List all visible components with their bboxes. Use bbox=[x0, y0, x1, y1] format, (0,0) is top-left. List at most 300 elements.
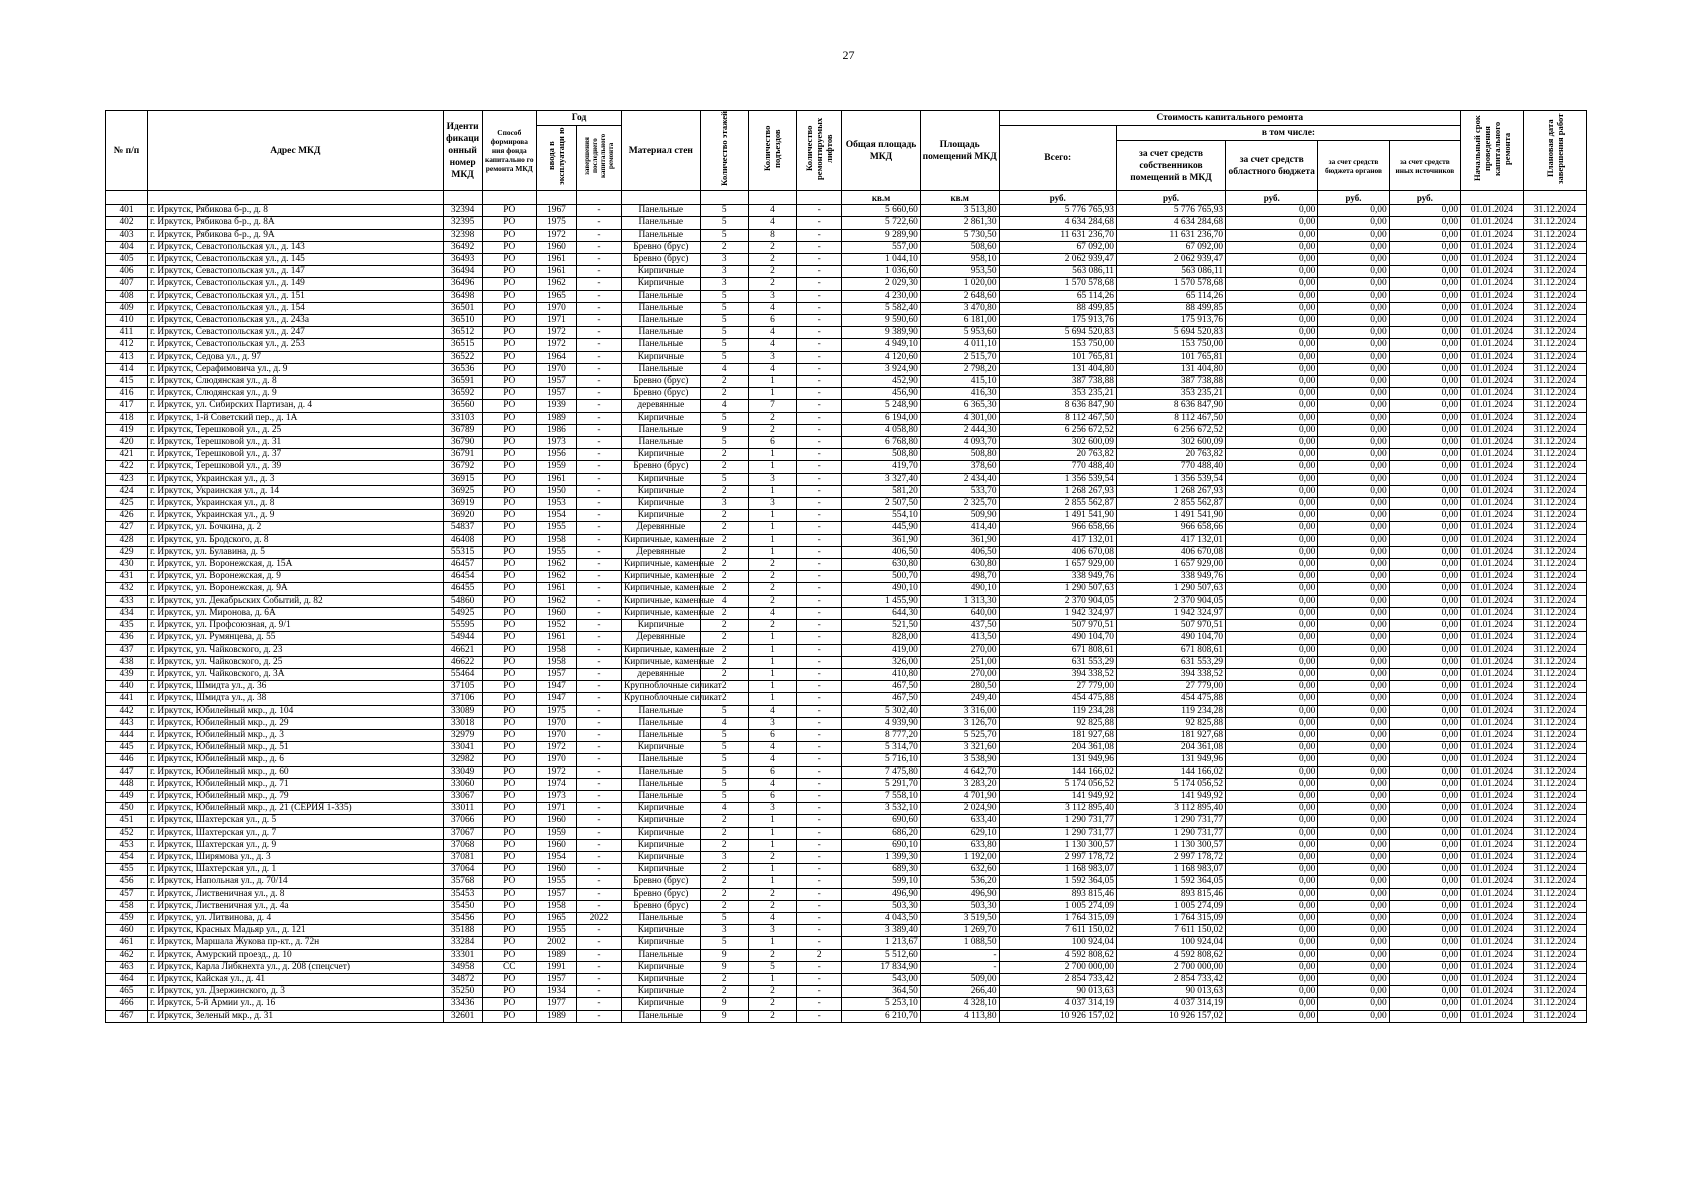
cell-cost-other: 0,00 bbox=[1389, 607, 1460, 619]
cell-wall: Кирпичные bbox=[621, 412, 700, 424]
cell-cost-regional: 0,00 bbox=[1226, 949, 1318, 961]
cell-method: РО bbox=[482, 254, 537, 266]
cell-year-commission: 1952 bbox=[537, 620, 577, 632]
cell-cost-own: 1 657 929,00 bbox=[1116, 559, 1225, 571]
cell-cost-total: 8 636 847,90 bbox=[999, 400, 1116, 412]
cell-total-area: 419,00 bbox=[842, 644, 921, 656]
cell-start-date: 01.01.2024 bbox=[1461, 278, 1524, 290]
cell-entrances: 1 bbox=[748, 827, 796, 839]
cell-year-repair: - bbox=[576, 302, 621, 314]
cell-address: г. Иркутск, ул. Бродского, д. 8 bbox=[147, 534, 443, 546]
cell-cost-total: 90 013,63 bbox=[999, 986, 1116, 998]
cell-premises-area: 3 513,80 bbox=[920, 205, 999, 217]
unit-total-area: кв.м bbox=[842, 191, 921, 205]
table-row bbox=[106, 668, 1587, 680]
cell-id: 33041 bbox=[443, 742, 482, 754]
cell-lifts: - bbox=[797, 888, 842, 900]
cell-year-commission: 1962 bbox=[537, 278, 577, 290]
cell-cost-total: 490 104,70 bbox=[999, 632, 1116, 644]
cell-wall: Панельные bbox=[621, 1010, 700, 1022]
cell-year-commission: 1957 bbox=[537, 973, 577, 985]
cell-cost-other: 0,00 bbox=[1389, 729, 1460, 741]
cell-entrances: 2 bbox=[748, 412, 796, 424]
cell-total-area: 686,20 bbox=[842, 827, 921, 839]
cell-cost-local: 0,00 bbox=[1318, 790, 1389, 802]
cell-cost-other: 0,00 bbox=[1389, 803, 1460, 815]
cell-address: г. Иркутск, Терешковой ул., д. 25 bbox=[147, 424, 443, 436]
cell-cost-local: 0,00 bbox=[1318, 729, 1389, 741]
cell-premises-area: 1 192,00 bbox=[920, 851, 999, 863]
cell-entrances: 1 bbox=[748, 485, 796, 497]
cell-num: 402 bbox=[106, 217, 148, 229]
table-row bbox=[106, 571, 1587, 583]
cell-year-commission: 1989 bbox=[537, 949, 577, 961]
cell-num: 412 bbox=[106, 339, 148, 351]
cell-method: РО bbox=[482, 315, 537, 327]
cell-cost-regional: 0,00 bbox=[1226, 790, 1318, 802]
cell-year-repair: - bbox=[576, 803, 621, 815]
cell-floors: 5 bbox=[700, 412, 748, 424]
cell-id: 36522 bbox=[443, 351, 482, 363]
cell-cost-other: 0,00 bbox=[1389, 656, 1460, 668]
cell-start-date: 01.01.2024 bbox=[1461, 766, 1524, 778]
cell-year-commission: 1973 bbox=[537, 437, 577, 449]
cell-entrances: 1 bbox=[748, 693, 796, 705]
cell-cost-local: 0,00 bbox=[1318, 607, 1389, 619]
cell-total-area: 361,90 bbox=[842, 534, 921, 546]
cell-cost-other: 0,00 bbox=[1389, 986, 1460, 998]
cell-id: 36791 bbox=[443, 449, 482, 461]
cell-id: 35456 bbox=[443, 912, 482, 924]
cell-premises-area: 629,10 bbox=[920, 827, 999, 839]
cell-cost-other: 0,00 bbox=[1389, 961, 1460, 973]
cell-total-area: 5 253,10 bbox=[842, 998, 921, 1010]
table-row bbox=[106, 376, 1587, 388]
cell-lifts: - bbox=[797, 400, 842, 412]
cell-num: 432 bbox=[106, 583, 148, 595]
cell-id: 46622 bbox=[443, 656, 482, 668]
cell-cost-regional: 0,00 bbox=[1226, 400, 1318, 412]
cell-year-commission: 1974 bbox=[537, 778, 577, 790]
cell-method: РО bbox=[482, 742, 537, 754]
cell-start-date: 01.01.2024 bbox=[1461, 803, 1524, 815]
cell-premises-area: 4 011,10 bbox=[920, 339, 999, 351]
cell-total-area: 456,90 bbox=[842, 388, 921, 400]
cell-start-date: 01.01.2024 bbox=[1461, 668, 1524, 680]
cell-cost-own: 1 942 324,97 bbox=[1116, 607, 1225, 619]
cell-premises-area: 508,60 bbox=[920, 241, 999, 253]
cell-lifts: - bbox=[797, 522, 842, 534]
cell-method: РО bbox=[482, 717, 537, 729]
cell-start-date: 01.01.2024 bbox=[1461, 254, 1524, 266]
cell-end-date: 31.12.2024 bbox=[1523, 437, 1586, 449]
cell-cost-other: 0,00 bbox=[1389, 241, 1460, 253]
cell-premises-area: 633,40 bbox=[920, 815, 999, 827]
cell-premises-area: 508,80 bbox=[920, 449, 999, 461]
cell-end-date: 31.12.2024 bbox=[1523, 351, 1586, 363]
cell-cost-own: 153 750,00 bbox=[1116, 339, 1225, 351]
cell-wall: Панельные bbox=[621, 217, 700, 229]
cell-cost-other: 0,00 bbox=[1389, 327, 1460, 339]
cell-premises-area: 2 515,70 bbox=[920, 351, 999, 363]
cell-cost-other: 0,00 bbox=[1389, 217, 1460, 229]
cell-total-area: 581,20 bbox=[842, 485, 921, 497]
cell-cost-total: 20 763,82 bbox=[999, 449, 1116, 461]
cell-cost-total: 119 234,28 bbox=[999, 705, 1116, 717]
cell-num: 431 bbox=[106, 571, 148, 583]
cell-id: 35768 bbox=[443, 876, 482, 888]
cell-cost-regional: 0,00 bbox=[1226, 973, 1318, 985]
cell-cost-other: 0,00 bbox=[1389, 437, 1460, 449]
cell-address: г. Иркутск, Красных Мадьяр ул., д. 121 bbox=[147, 925, 443, 937]
cell-method: РО bbox=[482, 632, 537, 644]
cell-lifts: - bbox=[797, 998, 842, 1010]
cell-end-date: 31.12.2024 bbox=[1523, 339, 1586, 351]
cell-cost-other: 0,00 bbox=[1389, 498, 1460, 510]
cell-cost-other: 0,00 bbox=[1389, 1010, 1460, 1022]
cell-floors: 9 bbox=[700, 1010, 748, 1022]
cell-year-repair: - bbox=[576, 717, 621, 729]
cell-floors: 5 bbox=[700, 290, 748, 302]
cell-total-area: 467,50 bbox=[842, 693, 921, 705]
cell-cost-own: 7 611 150,02 bbox=[1116, 925, 1225, 937]
cell-num: 427 bbox=[106, 522, 148, 534]
cell-cost-own: 2 700 000,00 bbox=[1116, 961, 1225, 973]
cell-cost-local: 0,00 bbox=[1318, 973, 1389, 985]
cell-num: 449 bbox=[106, 790, 148, 802]
cell-end-date: 31.12.2024 bbox=[1523, 827, 1586, 839]
cell-floors: 2 bbox=[700, 607, 748, 619]
cell-cost-other: 0,00 bbox=[1389, 595, 1460, 607]
cell-address: г. Иркутск, ул. Чайковского, д. 3А bbox=[147, 668, 443, 680]
cell-cost-total: 1 130 300,57 bbox=[999, 839, 1116, 851]
cell-year-commission: 1964 bbox=[537, 351, 577, 363]
cell-premises-area: 4 301,00 bbox=[920, 412, 999, 424]
cell-entrances: 1 bbox=[748, 839, 796, 851]
cell-id: 36591 bbox=[443, 376, 482, 388]
cell-start-date: 01.01.2024 bbox=[1461, 644, 1524, 656]
cell-entrances: 5 bbox=[748, 961, 796, 973]
cell-entrances: 2 bbox=[748, 571, 796, 583]
cell-year-commission: 1947 bbox=[537, 681, 577, 693]
cell-entrances: 6 bbox=[748, 766, 796, 778]
cell-total-area: 410,80 bbox=[842, 668, 921, 680]
cell-year-commission: 1972 bbox=[537, 229, 577, 241]
cell-end-date: 31.12.2024 bbox=[1523, 217, 1586, 229]
cell-cost-total: 8 112 467,50 bbox=[999, 412, 1116, 424]
cell-num: 436 bbox=[106, 632, 148, 644]
cell-cost-other: 0,00 bbox=[1389, 973, 1460, 985]
cell-entrances: 2 bbox=[748, 888, 796, 900]
header-year-last-repair: завершения последнего капитального ремонта bbox=[582, 133, 615, 179]
cell-end-date: 31.12.2024 bbox=[1523, 461, 1586, 473]
cell-cost-own: 1 290 731,77 bbox=[1116, 827, 1225, 839]
cell-total-area: 4 120,60 bbox=[842, 351, 921, 363]
cell-premises-area: 4 328,10 bbox=[920, 998, 999, 1010]
cell-cost-total: 131 404,80 bbox=[999, 363, 1116, 375]
cell-num: 419 bbox=[106, 424, 148, 436]
cell-lifts: - bbox=[797, 437, 842, 449]
cell-wall: Кирпичные, каменные bbox=[621, 534, 700, 546]
cell-premises-area: 3 519,50 bbox=[920, 912, 999, 924]
cell-wall: Кирпичные bbox=[621, 742, 700, 754]
cell-lifts: - bbox=[797, 790, 842, 802]
cell-cost-total: 1 268 267,93 bbox=[999, 485, 1116, 497]
table-row bbox=[106, 437, 1587, 449]
cell-end-date: 31.12.2024 bbox=[1523, 607, 1586, 619]
cell-cost-local: 0,00 bbox=[1318, 620, 1389, 632]
cell-num: 403 bbox=[106, 229, 148, 241]
cell-cost-regional: 0,00 bbox=[1226, 607, 1318, 619]
cell-method: РО bbox=[482, 217, 537, 229]
cell-cost-regional: 0,00 bbox=[1226, 815, 1318, 827]
cell-cost-own: 3 112 895,40 bbox=[1116, 803, 1225, 815]
cell-entrances: 1 bbox=[748, 656, 796, 668]
cell-floors: 2 bbox=[700, 815, 748, 827]
cell-wall: Кирпичные, каменные bbox=[621, 644, 700, 656]
cell-total-area: 9 590,60 bbox=[842, 315, 921, 327]
cell-year-repair: - bbox=[576, 595, 621, 607]
cell-cost-regional: 0,00 bbox=[1226, 461, 1318, 473]
table-row bbox=[106, 449, 1587, 461]
cell-year-commission: 1939 bbox=[537, 400, 577, 412]
cell-cost-regional: 0,00 bbox=[1226, 705, 1318, 717]
cell-start-date: 01.01.2024 bbox=[1461, 400, 1524, 412]
cell-end-date: 31.12.2024 bbox=[1523, 388, 1586, 400]
cell-id: 34958 bbox=[443, 961, 482, 973]
cell-start-date: 01.01.2024 bbox=[1461, 961, 1524, 973]
cell-cost-other: 0,00 bbox=[1389, 510, 1460, 522]
cell-end-date: 31.12.2024 bbox=[1523, 632, 1586, 644]
cell-cost-local: 0,00 bbox=[1318, 559, 1389, 571]
cell-wall: Кирпичные, каменные bbox=[621, 656, 700, 668]
cell-method: РО bbox=[482, 888, 537, 900]
cell-method: РО bbox=[482, 241, 537, 253]
cell-cost-regional: 0,00 bbox=[1226, 1010, 1318, 1022]
cell-method: РО bbox=[482, 778, 537, 790]
cell-method: РО bbox=[482, 851, 537, 863]
cell-cost-regional: 0,00 bbox=[1226, 485, 1318, 497]
table-row bbox=[106, 559, 1587, 571]
cell-method: РО bbox=[482, 937, 537, 949]
cell-address: г. Иркутск, Украинская ул., д. 8 bbox=[147, 498, 443, 510]
cell-wall: Панельные bbox=[621, 424, 700, 436]
cell-premises-area: 249,40 bbox=[920, 693, 999, 705]
cell-year-commission: 1960 bbox=[537, 839, 577, 851]
cell-cost-other: 0,00 bbox=[1389, 839, 1460, 851]
cell-cost-regional: 0,00 bbox=[1226, 827, 1318, 839]
cell-cost-regional: 0,00 bbox=[1226, 876, 1318, 888]
cell-method: РО bbox=[482, 839, 537, 851]
cell-end-date: 31.12.2024 bbox=[1523, 546, 1586, 558]
header-cost-total: Всего: bbox=[999, 126, 1116, 191]
cell-premises-area: 1 313,30 bbox=[920, 595, 999, 607]
cell-num: 454 bbox=[106, 851, 148, 863]
cell-year-commission: 1961 bbox=[537, 473, 577, 485]
cell-premises-area: 437,50 bbox=[920, 620, 999, 632]
cell-num: 443 bbox=[106, 717, 148, 729]
cell-premises-area: 416,30 bbox=[920, 388, 999, 400]
cell-wall: Кирпичные bbox=[621, 925, 700, 937]
cell-cost-own: 454 475,88 bbox=[1116, 693, 1225, 705]
header-num: № п/п bbox=[106, 111, 148, 191]
cell-floors: 5 bbox=[700, 705, 748, 717]
cell-num: 451 bbox=[106, 815, 148, 827]
cell-floors: 2 bbox=[700, 839, 748, 851]
cell-year-commission: 1947 bbox=[537, 693, 577, 705]
cell-lifts: - bbox=[797, 351, 842, 363]
cell-wall: Панельные bbox=[621, 754, 700, 766]
cell-entrances: 4 bbox=[748, 217, 796, 229]
cell-entrances: 1 bbox=[748, 461, 796, 473]
cell-address: г. Иркутск, Севастопольская ул., д. 253 bbox=[147, 339, 443, 351]
cell-cost-other: 0,00 bbox=[1389, 546, 1460, 558]
cell-cost-regional: 0,00 bbox=[1226, 266, 1318, 278]
cell-premises-area: 498,70 bbox=[920, 571, 999, 583]
cell-premises-area: 3 538,90 bbox=[920, 754, 999, 766]
cell-cost-local: 0,00 bbox=[1318, 681, 1389, 693]
header-entrances: Количество подъездов bbox=[762, 125, 783, 172]
cell-cost-total: 5 776 765,93 bbox=[999, 205, 1116, 217]
cell-end-date: 31.12.2024 bbox=[1523, 583, 1586, 595]
cell-year-commission: 2002 bbox=[537, 937, 577, 949]
cell-wall: Бревно (брус) bbox=[621, 461, 700, 473]
cell-total-area: 1 399,30 bbox=[842, 851, 921, 863]
header-year-commission: ввода в эксплуатаци ю bbox=[546, 127, 567, 185]
cell-floors: 2 bbox=[700, 510, 748, 522]
cell-cost-own: 10 926 157,02 bbox=[1116, 1010, 1225, 1022]
cell-wall: Панельные bbox=[621, 949, 700, 961]
cell-end-date: 31.12.2024 bbox=[1523, 595, 1586, 607]
table-row bbox=[106, 986, 1587, 998]
cell-wall: Крупноблочные силикат bbox=[621, 693, 700, 705]
table-row bbox=[106, 888, 1587, 900]
table-row bbox=[106, 717, 1587, 729]
cell-cost-local: 0,00 bbox=[1318, 278, 1389, 290]
cell-wall: Кирпичные bbox=[621, 278, 700, 290]
cell-num: 442 bbox=[106, 705, 148, 717]
cell-cost-regional: 0,00 bbox=[1226, 559, 1318, 571]
cell-floors: 5 bbox=[700, 937, 748, 949]
cell-total-area: 5 660,60 bbox=[842, 205, 921, 217]
cell-total-area: 406,50 bbox=[842, 546, 921, 558]
cell-total-area: 6 210,70 bbox=[842, 1010, 921, 1022]
cell-total-area: 503,30 bbox=[842, 900, 921, 912]
cell-start-date: 01.01.2024 bbox=[1461, 351, 1524, 363]
cell-end-date: 31.12.2024 bbox=[1523, 766, 1586, 778]
cell-address: г. Иркутск, Ширямова ул., д. 3 bbox=[147, 851, 443, 863]
cell-num: 410 bbox=[106, 315, 148, 327]
cell-id: 34872 bbox=[443, 973, 482, 985]
cell-address: г. Иркутск, Напольная ул., д. 70/14 bbox=[147, 876, 443, 888]
cell-wall: Кирпичные bbox=[621, 266, 700, 278]
cell-end-date: 31.12.2024 bbox=[1523, 473, 1586, 485]
table-row bbox=[106, 315, 1587, 327]
cell-cost-total: 387 738,88 bbox=[999, 376, 1116, 388]
cell-total-area: 3 389,40 bbox=[842, 925, 921, 937]
cell-cost-local: 0,00 bbox=[1318, 900, 1389, 912]
cell-end-date: 31.12.2024 bbox=[1523, 729, 1586, 741]
cell-lifts: - bbox=[797, 424, 842, 436]
cell-address: г. Иркутск, Юбилейный мкр., д. 51 bbox=[147, 742, 443, 754]
cell-premises-area: 630,80 bbox=[920, 559, 999, 571]
table-row bbox=[106, 790, 1587, 802]
cell-cost-own: 5 776 765,93 bbox=[1116, 205, 1225, 217]
cell-cost-regional: 0,00 bbox=[1226, 449, 1318, 461]
cell-cost-own: 8 112 467,50 bbox=[1116, 412, 1225, 424]
cell-year-repair: - bbox=[576, 790, 621, 802]
cell-year-commission: 1957 bbox=[537, 668, 577, 680]
cell-entrances: 8 bbox=[748, 229, 796, 241]
cell-total-area: 8 777,20 bbox=[842, 729, 921, 741]
cell-cost-regional: 0,00 bbox=[1226, 937, 1318, 949]
table-row bbox=[106, 522, 1587, 534]
cell-lifts: - bbox=[797, 766, 842, 778]
cell-wall: Панельные bbox=[621, 315, 700, 327]
cell-cost-total: 302 600,09 bbox=[999, 437, 1116, 449]
cell-cost-other: 0,00 bbox=[1389, 205, 1460, 217]
cell-cost-regional: 0,00 bbox=[1226, 961, 1318, 973]
cell-year-commission: 1989 bbox=[537, 412, 577, 424]
cell-wall: Панельные bbox=[621, 339, 700, 351]
cell-floors: 2 bbox=[700, 571, 748, 583]
cell-premises-area: 6 365,30 bbox=[920, 400, 999, 412]
cell-entrances: 3 bbox=[748, 717, 796, 729]
cell-premises-area: 6 181,00 bbox=[920, 315, 999, 327]
cell-num: 421 bbox=[106, 449, 148, 461]
cell-start-date: 01.01.2024 bbox=[1461, 888, 1524, 900]
cell-cost-local: 0,00 bbox=[1318, 1010, 1389, 1022]
cell-method: РО bbox=[482, 803, 537, 815]
unit-cost-total: руб. bbox=[999, 191, 1116, 205]
cell-premises-area: 953,50 bbox=[920, 266, 999, 278]
cell-cost-total: 966 658,66 bbox=[999, 522, 1116, 534]
table-row bbox=[106, 839, 1587, 851]
cell-cost-own: 2 855 562,87 bbox=[1116, 498, 1225, 510]
cell-start-date: 01.01.2024 bbox=[1461, 998, 1524, 1010]
cell-total-area: 5 512,60 bbox=[842, 949, 921, 961]
cell-cost-local: 0,00 bbox=[1318, 327, 1389, 339]
cell-total-area: 1 044,10 bbox=[842, 254, 921, 266]
cell-address: г. Иркутск, Рябикова б-р., д. 9А bbox=[147, 229, 443, 241]
cell-address: г. Иркутск, Седова ул., д. 97 bbox=[147, 351, 443, 363]
cell-wall: Панельные bbox=[621, 717, 700, 729]
cell-address: г. Иркутск, Юбилейный мкр., д. 21 (СЕРИЯ 1-335) bbox=[147, 803, 443, 815]
cell-premises-area: 503,30 bbox=[920, 900, 999, 912]
cell-lifts: - bbox=[797, 729, 842, 741]
cell-entrances: 1 bbox=[748, 522, 796, 534]
cell-cost-other: 0,00 bbox=[1389, 376, 1460, 388]
cell-cost-local: 0,00 bbox=[1318, 998, 1389, 1010]
cell-wall: Кирпичные, каменные bbox=[621, 583, 700, 595]
cell-total-area: 500,70 bbox=[842, 571, 921, 583]
cell-cost-local: 0,00 bbox=[1318, 217, 1389, 229]
cell-address: г. Иркутск, ул. Декабрьских Событий, д. 82 bbox=[147, 595, 443, 607]
cell-year-repair: - bbox=[576, 839, 621, 851]
cell-lifts: - bbox=[797, 705, 842, 717]
cell-lifts: - bbox=[797, 827, 842, 839]
cell-num: 460 bbox=[106, 925, 148, 937]
cell-cost-local: 0,00 bbox=[1318, 473, 1389, 485]
cell-year-commission: 1957 bbox=[537, 376, 577, 388]
cell-lifts: - bbox=[797, 681, 842, 693]
cell-cost-own: 144 166,02 bbox=[1116, 766, 1225, 778]
cell-cost-own: 67 092,00 bbox=[1116, 241, 1225, 253]
cell-year-commission: 1962 bbox=[537, 595, 577, 607]
cell-start-date: 01.01.2024 bbox=[1461, 510, 1524, 522]
cell-id: 33301 bbox=[443, 949, 482, 961]
cell-year-repair: - bbox=[576, 485, 621, 497]
